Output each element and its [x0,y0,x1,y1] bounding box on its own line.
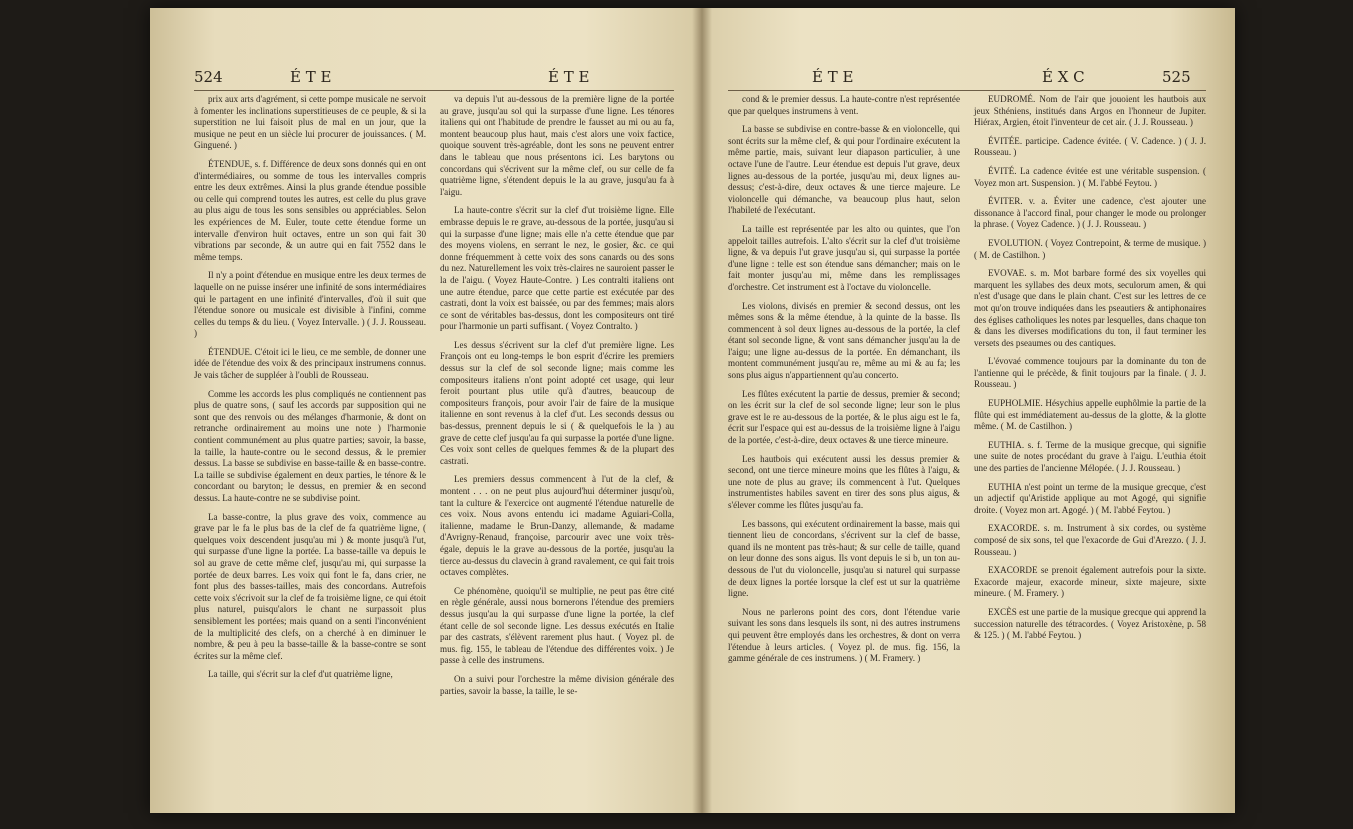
paragraph: cond & le premier dessus. La haute-contre n'est représentée que par quelques instrumens à vent. [728,94,960,116]
paragraph: La haute-contre s'écrit sur la clef d'ut troisième ligne. Elle embrasse depuis le re grave, au-dessous de la portée, jusqu'au si qui la surpasse d'une ligne; mais elle n'a cette étendue que par des moyens violens, en serrant le nez, le gosier, &c. ce qui donne fréquemment à cette voix des sons canards ou des sons du nez. Naturellement les voix très-claires ne sauroient passer le la de l'aigu. ( Voyez Haute-Contre. ) Les contralti italiens ont une autre étendue, parce que cette partie est exécutée par des castrati, dont la voix est baissée, ou par des femmes; mais alors ce sont de véritables bas-dessus, dont les compositeurs ont tiré pour l'harmonie un parti suffisant. ( Voyez Contralto. ) [440,205,674,332]
dictionary-entry: EUDROMÉ. Nom de l'air que jouoient les hautbois aux jeux Sthéniens, institués dans Argos en l'honneur de Jupiter. Hiérax, Argien, étoit l'inventeur de cet air. ( J. J. Rousseau. ) [974,94,1206,128]
paragraph: Les flûtes exécutent la partie de dessus, premier & second; on les écrit sur la clef de sol seconde ligne; leur son le plus grave est le re au-dessous de la portée, & le plus aigu est le fa, écrit sur l'espace qui est au-dessus de la troisième ligne à l'aigu de la portée, c'est-à-dire, deux octaves & une tierce mineure. [728,388,960,446]
book-gutter [692,8,712,813]
paragraph: Ce phénomène, quoiqu'il se multiplie, ne peut pas être cité en règle générale, aussi nous bornerons l'étendue des premiers dessus jusqu'au la qui surpasse d'une ligne la portée, la clef étant celle de sol seconde ligne. Les dessus exécutés en Italie par des castrats, s'élèvent rarement plus haut. ( Voyez pl. de mus. fig. 155, le tableau de l'étendue des différentes voix. ) Je passe à celle des instrumens. [440,585,674,666]
header-rule [728,90,1206,91]
paragraph: Il n'y a point d'étendue en musique entre les deux termes de laquelle on ne puisse insérer une infinité de sons intermédiaires qui le partagent en une infinité d'intervalles, d'où il suit que l'étendue sonore ou musicale est divisible à l'infini, comme celles du temps & du lieu. ( Voyez Intervalle. ) ( J. J. Rousseau. ) [194,270,426,339]
column-2 [440,94,674,704]
running-head: É T E [290,68,332,86]
paragraph: Les violons, divisés en premier & second dessus, ont les mêmes sons & la même étendue, à la quinte de la basse. Ils commencent à sol deux lignes au-dessous de la portée, la clef étant sol seconde ligne, & vont sans démancher jusqu'au la de l'aigu; une ligne au-dessus de la portée. En démanchant, ils montent communément jusqu'au re, même au mi & au fa; les sons plus aigus n'appartiennent qu'au concerto. [728,300,960,381]
paragraph: Les hautbois qui exécutent aussi les dessus premier & second, ont une tierce mineure moins que les flûtes à l'aigu, & une note de plus au grave; ils commencent à l'ut. Quelques instrumentistes habiles savent en tirer des sons plus aigus, & s'élever comme les flûtes jusqu'au fa. [728,453,960,510]
column-3 [728,94,960,672]
paragraph: La taille, qui s'écrit sur la clef d'ut quatrième ligne, [208,669,393,680]
paragraph: ÉTENDUE. C'étoit ici le lieu, ce me semble, de donner une idée de l'étendue des voix & des principaux instrumens connus. Je vais tâcher de suppléer à l'oubli de Rousseau. [194,346,426,381]
header-rule [194,90,674,91]
paragraph: Les bassons, qui exécutent ordinairement la basse, mais qui tiennent lieu de concordans, s'écrivent sur la clef de basse, quand ils ne montent pas très-haut; & sur celle de taille, quand on leur donne des sons aigus. Ils vont depuis le si b, un ton au-dessous de l'ut du violoncelle, jusqu'au si naturel qui surpasse de deux lignes la portée lorsque la clef est ut sur la quatrième ligne. [728,518,960,599]
page-number-right: 525 [1162,68,1191,86]
running-head: É X C [1042,68,1085,86]
left-page [150,8,692,813]
paragraph: La taille est représentée par les alto ou quintes, que l'on appeloit tailles autrefois. L'alto s'écrit sur la clef d'ut troisième ligne, & va depuis l'ut grave jusqu'au si, qui surpasse la portée d'une ligne : telle est son étendue sans démancher; mais on le fait monter jusqu'au mi, même dans les remplissages d'orchestre. Cet instrument est à l'octave du violoncelle. [728,223,960,292]
paragraph: prix aux arts d'agrément, si cette pompe musicale ne servoit à fomenter les inclinations superstitieuses de ce peuple, & si la superstition ne lui faisoit plus de mal en un jour, que la musique ne peut en un siècle lui procurer de jouissances. ( M. Ginguené. ) [194,94,426,151]
left-running-head [150,68,692,90]
dictionary-entry: EXACORDE se prenoit également autrefois pour la sixte. Exacorde majeur, exacorde mineur, sixte majeure, sixte mineure. ( M. Framery. ) [974,565,1206,599]
dictionary-entry: EUTHIA n'est point un terme de la musique grecque, c'est un adjectif qu'Aristide applique au mot Agogé, qui signifie droite. ( Voyez mon art. Agogé. ) ( M. l'abbé Feytou. ) [974,481,1206,515]
paragraph: La basse se subdivise en contre-basse & en violoncelle, qui sont écrits sur la même clef, & qui pour l'ordinaire exécutent la même partie, mais, suivant leur diapason particulier, à une octave l'une de l'autre. Leur étendue est depuis l'ut grave, deux lignes au-dessous de la portée, jusqu'au mi, deux lignes au-dessus; c'est-à-dire, deux octaves & une tierce majeure. Le violoncelle qui démanche, va beaucoup plus haut, selon l'habileté de l'exécutant. [728,124,960,216]
column-4 [974,94,1206,649]
paragraph: On a suivi pour l'orchestre la même division générale des parties, savoir la basse, la taille, le se- [440,673,674,696]
dictionary-entry: ÉVITER. v. a. Éviter une cadence, c'est ajouter une dissonance à l'accord final, pour changer le mode ou prolonger la phrase. ( Voyez Cadence. ) ( J. J. Rousseau. ) [974,196,1206,230]
paragraph: Les dessus s'écrivent sur la clef d'ut première ligne. Les François ont eu long-temps le bon esprit d'écrire les premiers dessus sur la clef de sol seconde ligne; mais comme les compositeurs italiens n'ont point adopté cet usage, qui leur feroit pourtant plus utile qu'à d'autres, beaucoup de compositeurs françois, pour avoir l'air de faire de la musique italienne en sont revenus à la clef d'ut. Les seconds dessus ou bas-dessus, prennent depuis le si ( & quelquefois le la ) au grave de cette clef jusqu'au fa qui surpasse la portée d'une ligne. Ces voix sont celles de quelques femmes & de la plupart des castrati. [440,339,674,466]
paragraph: Comme les accords les plus compliqués ne contiennent pas plus de quatre sons, ( sauf les accords par supposition qui ne sont que des renvois ou des mélanges d'harmonie, & dont on retranche ordinairement au moins une note ) l'harmonie contient communément au plus quatre parties; savoir, la basse, la taille, la haute-contre ou le second dessus, & le premier dessus. La basse se subdivise en basse-taille & en basse-contre. La taille se subdivise également en deux parties, le ténore & le concordant ou baryton; le dessus, en premier & en second dessus. La haute-contre ne se subdivise point. [194,388,426,503]
dictionary-entry: EUPHOLMIE. Hésychius appelle euphôlmie la partie de la flûte qui est immédiatement au-dessus de la glotte, & la glotte même. ( M. de Castilhon. ) [974,398,1206,432]
dictionary-entry: EUTHIA. s. f. Terme de la musique grecque, qui signifie une suite de notes procédant du grave à l'aigu. L'euthia étoit une des parties de l'ancienne Mélopée. ( J. J. Rousseau. ) [974,439,1206,474]
running-head: É T E [548,68,590,86]
page-number-left: 524 [194,68,223,86]
paragraph: Nous ne parlerons point des cors, dont l'étendue varie suivant les sons dans lesquels ils sont, ni des autres instrumens qui peuvent être employés dans les orchestres, & dont on verra l'étendue à leurs articles. ( Voyez pl. de mus. fig. 156, la gamme générale de ces instrumens. ) ( M. Framery. ) [728,606,960,664]
paragraph: Les premiers dessus commencent à l'ut de la clef, & montent . . . on ne peut plus aujourd'hui déterminer jusqu'où, tant la culture & l'exercice ont augmenté l'étendue naturelle de ces voix. Nous avons entendu ici madame Aguiari-Colla, italienne, madame le Brun-Danzy, allemande, & madame d'Avrigny-Renaud, françoise, parcourir avec une voix très-égale, depuis le la grave au-dessous de la portée, jusqu'au la tierce au-dessus du clavecin à grand ravalement, ce qui fait trois octaves complètes. [440,474,674,578]
right-page [712,8,1235,813]
dictionary-entry: ÉVITÉ. La cadence évitée est une véritable suspension. ( Voyez mon art. Suspension. ) ( M. l'abbé Feytou. ) [974,165,1206,188]
right-running-head [712,68,1235,90]
dictionary-entry: EXCÈS est une partie de la musique grecque qui apprend la succession naturelle des tétracordes. ( Voyez Aristoxène, p. 58 & 125. ) ( M. l'abbé Feytou. ) [974,606,1206,641]
dictionary-entry: ÉVITÉE. participe. Cadence évitée. ( V. Cadence. ) ( J. J. Rousseau. ) [974,135,1206,158]
column-1 [194,94,426,688]
paragraph: va depuis l'ut au-dessous de la première ligne de la portée au grave, jusqu'au sol qui la surpasse d'une ligne. Les ténores italiens qui ont l'habitude de prendre le fausset au mi ou au fa, montent beaucoup plus haut, mais c'est alors une voix factice, quoique souvent très-agréable, dont les sons ne peuvent entrer dans le tableau que nous présentons ici. Les barytons ou concordans qui s'écrivent sur la même clef, ou sur celle de fa quatrième ligne, s'étendent depuis le la au grave, jusqu'au fa à l'aigu. [440,94,674,197]
running-head: É T E [812,68,854,86]
dictionary-entry: EXACORDE. s. m. Instrument à six cordes, ou système composé de six sons, tel que l'exacorde de Gui d'Arezzo. ( J. J. Rousseau. ) [974,523,1206,557]
paragraph: La basse-contre, la plus grave des voix, commence au grave par le fa le plus bas de la clef de fa quatrième ligne, ( quelques voix descendent jusqu'au mi ) & monte jusqu'à l'ut, qui surpasse d'une ligne la portée. La basse-taille va depuis le sol au grave de cette même clef, jusqu'au mi, qui surpasse la portée de deux barres. Les voix qui font le fa, dans crier, ne font plus des basses-tailles, mais des concordans. Autrefois cette voix s'écrivoit sur la clef de fa troisième ligne, ce qui étoit plus naturel, puisqu'alors le chant ne surpassoit plus sensiblement les portées; mais quand on a senti l'inconvénient de la multiplicité des clefs, on a cherché à en diminuer le nombre, & peu à peu la basse-taille & la basse-contre se sont écrites sur la même clef. [194,511,426,661]
dictionary-entry: L'évovaé commence toujours par la dominante du ton de l'antienne qui le précède, & finit toujours par la finale. ( J. J. Rousseau. ) [974,356,1206,390]
dictionary-entry: EVOVAE. s. m. Mot barbare formé des six voyelles qui marquent les syllabes des deux mots, seculorum amen, & qui n'est d'usage que dans le plain chant. C'est sur les lettres de ce mot qu'on trouve indiquées dans les pseautiers & antiphonaires des églises catholiques les notes par lesquelles, dans chaque ton & dans les diverses modifications du ton, il faut terminer les versets des pseaumes ou des cantiques. [974,268,1206,348]
paragraph: ÉTENDUE, s. f. Différence de deux sons donnés qui en ont d'intermédiaires, ou somme de tous les intervalles compris entre les deux extrêmes. Ainsi la plus grande étendue possible ou celle qui comprend toutes les autres, est celle du plus grave au plus aigu de tous les sons sensibles ou appréciables. Selon les expériences de M. Euler, toute cette étendue forme un intervalle d'environ huit octaves, entre un son qui fait 30 vibrations par seconde, & un autre qui en fait 7552 dans le même temps. [194,158,426,262]
dictionary-entry: EVOLUTION. ( Voyez Contrepoint, & terme de musique. ) ( M. de Castilhon. ) [974,237,1206,260]
